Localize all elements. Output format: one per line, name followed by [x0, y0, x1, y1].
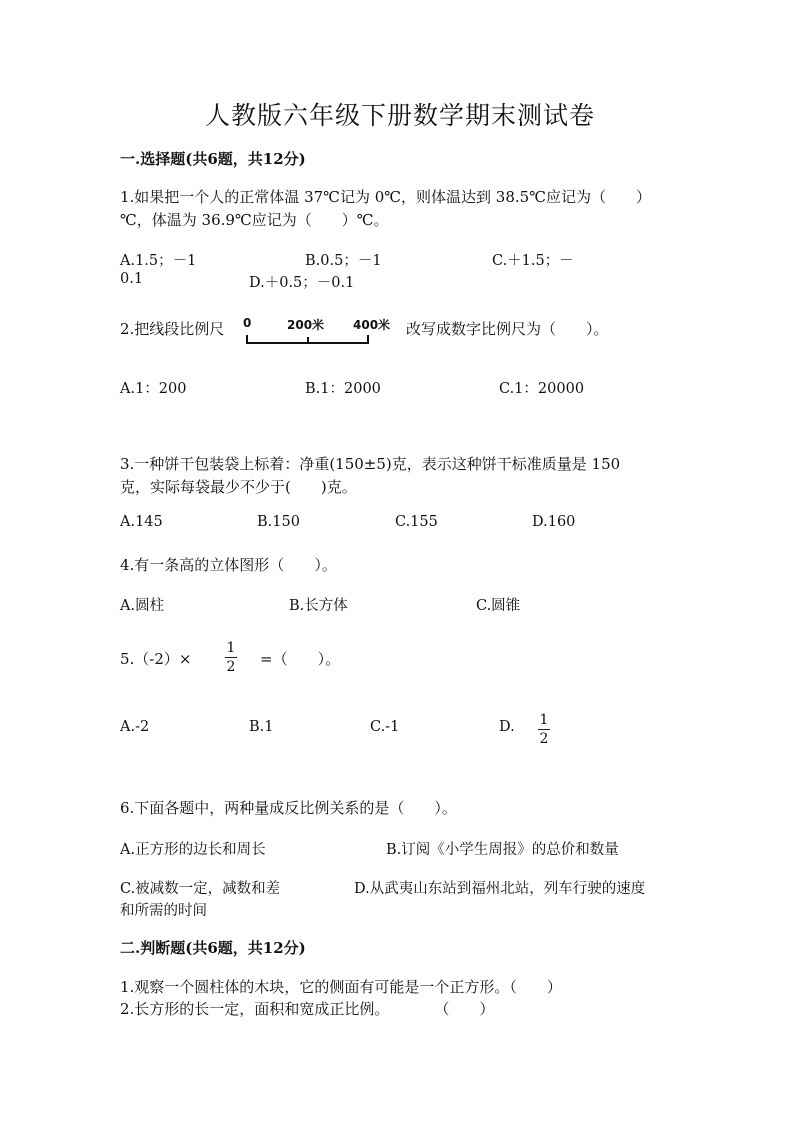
q4-option-b: B.长方体 — [289, 598, 348, 614]
line-segment-scale — [240, 316, 391, 346]
section-2-heading: 二.判断题(共6题，共12分) — [120, 939, 306, 957]
q1-line2: ℃，体温为 36.9℃应记为（ ）℃。 — [120, 211, 389, 229]
q6-text: 6.下面各题中，两种量成反比例关系的是（ ）。 — [120, 799, 457, 817]
q3-option-c: C.155 — [395, 514, 438, 530]
q5-prefix: 5.（-2）× — [120, 650, 192, 668]
q5-suffix: =（ ）。 — [260, 650, 341, 668]
q2-option-a: A.1：200 — [120, 381, 187, 397]
q4-text: 4.有一条高的立体图形（ ）。 — [120, 556, 337, 574]
q6-option-d-line2: 和所需的时间 — [120, 903, 207, 919]
q6-option-c: C.被减数一定，减数和差 — [120, 881, 281, 897]
q5-fraction-numerator: 1 — [226, 640, 236, 656]
q1-option-d: D.＋0.5；－0.1 — [249, 275, 355, 291]
q5-option-d-fraction — [538, 712, 550, 747]
fraction-bar — [225, 657, 237, 658]
q2-option-b: B.1：2000 — [305, 381, 381, 397]
scale-label-400: 400米 — [353, 318, 391, 332]
scale-label-200: 200米 — [287, 318, 325, 332]
q6-option-a: A.正方形的边长和周长 — [120, 842, 266, 858]
q5-fraction-denominator: 2 — [226, 659, 236, 675]
q2-suffix: 改写成数字比例尺为（ ）。 — [406, 320, 609, 338]
q1-option-c-cont: 0.1 — [120, 271, 144, 287]
q6-option-d-line1: D.从武夷山东站到福州北站，列车行驶的速度 — [354, 881, 646, 897]
q5-option-d-denominator: 2 — [539, 731, 549, 747]
scale-label-0: 0 — [243, 316, 252, 330]
q2-prefix: 2.把线段比例尺 — [120, 320, 225, 338]
q6-option-b: B.订阅《小学生周报》的总价和数量 — [386, 842, 619, 858]
q4-option-a: A.圆柱 — [120, 598, 165, 614]
q5-fraction — [225, 640, 237, 675]
q5-option-a: A.-2 — [120, 719, 150, 735]
q1-option-c: C.＋1.5；－ — [492, 253, 574, 269]
page-title: 人教版六年级下册数学期末测试卷 — [204, 101, 595, 130]
scale-bar — [240, 332, 380, 346]
q3-option-b: B.150 — [257, 514, 300, 530]
q4-option-c: C.圆锥 — [476, 598, 521, 614]
s2-q2-text: 2.长方形的长一定，面积和宽成正比例。 （ ） — [120, 1000, 495, 1018]
q3-option-d: D.160 — [532, 514, 576, 530]
q1-line1: 1.如果把一个人的正常体温 37℃记为 0℃，则体温达到 38.5℃应记为（ ） — [120, 188, 651, 206]
q5-option-d-numerator: 1 — [539, 712, 549, 728]
fraction-bar — [538, 729, 550, 730]
q2-option-c: C.1：20000 — [499, 381, 585, 397]
q3-line1: 3.一种饼干包装袋上标着：净重(150±5)克，表示这种饼干标准质量是 150 — [120, 455, 621, 473]
q3-line2: 克，实际每袋最少不少于( )克。 — [120, 478, 357, 496]
s2-q1-text: 1.观察一个圆柱体的木块，它的侧面有可能是一个正方形。（ ） — [120, 978, 562, 996]
q5-option-d: D. — [499, 719, 515, 735]
q5-option-c: C.-1 — [370, 719, 400, 735]
q1-option-a: A.1.5；－1 — [120, 253, 197, 269]
q3-option-a: A.145 — [120, 514, 163, 530]
q1-option-b: B.0.5；－1 — [305, 253, 382, 269]
section-1-heading: 一.选择题(共6题，共12分) — [120, 150, 306, 168]
q5-option-b: B.1 — [249, 719, 274, 735]
